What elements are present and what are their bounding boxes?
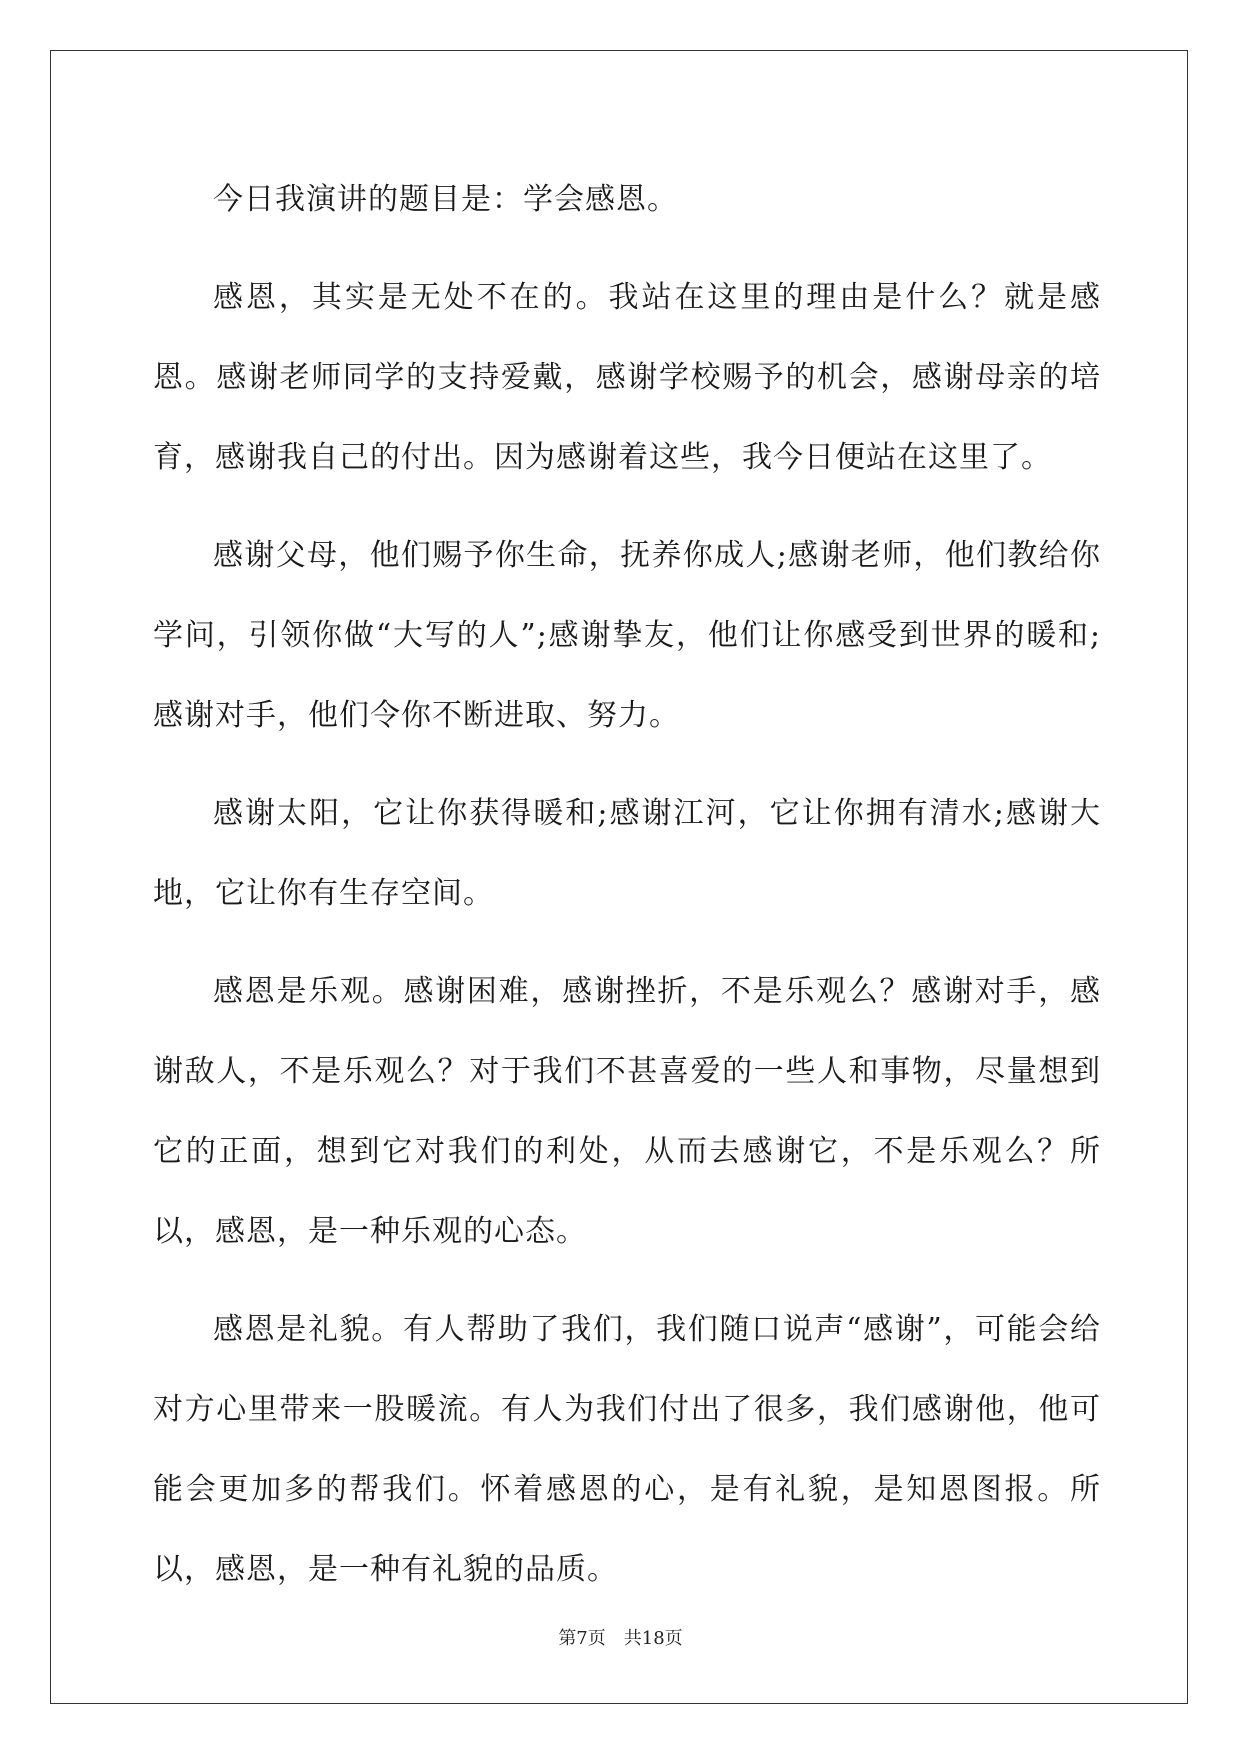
paragraph: 感恩是礼貌。有人帮助了我们，我们随口说声“感谢”，可能会给对方心里带来一股暖流。有人为我们付出了很多，我们感谢他，他可能会更加多的帮我们。怀着感恩的心，是有礼貌，是知恩图报。所以，感恩，是一种有礼貌的品质。 [153, 1312, 1101, 1587]
paragraph: 今日我演讲的题目是：学会感恩。 [213, 182, 678, 217]
paragraph: 感谢父母，他们赐予你生命，抚养你成人;感谢老师，他们教给你学问，引领你做“大写的人”;感谢挚友，他们让你感受到世界的暖和;感谢对手，他们令你不断进取、努力。 [153, 538, 1101, 733]
paragraph: 感恩是乐观。感谢困难，感谢挫折，不是乐观么？感谢对手，感谢敌人，不是乐观么？对于我们不甚喜爱的一些人和事物，尽量想到它的正面，想到它对我们的利处，从而去感谢它，不是乐观么？所以，感恩，是一种乐观的心态。 [153, 974, 1101, 1249]
document-body [153, 160, 1101, 1628]
paragraph: 感恩，其实是无处不在的。我站在这里的理由是什么？就是感恩。感谢老师同学的支持爱戴，感谢学校赐予的机会，感谢母亲的培育，感谢我自己的付出。因为感谢着这些，我今日便站在这里了。 [153, 280, 1101, 475]
paragraph: 感谢太阳，它让你获得暖和;感谢江河，它让你拥有清水;感谢大地，它让你有生存空间。 [153, 796, 1101, 911]
page-number-footer: 第7页 共18页 [558, 1628, 683, 1649]
